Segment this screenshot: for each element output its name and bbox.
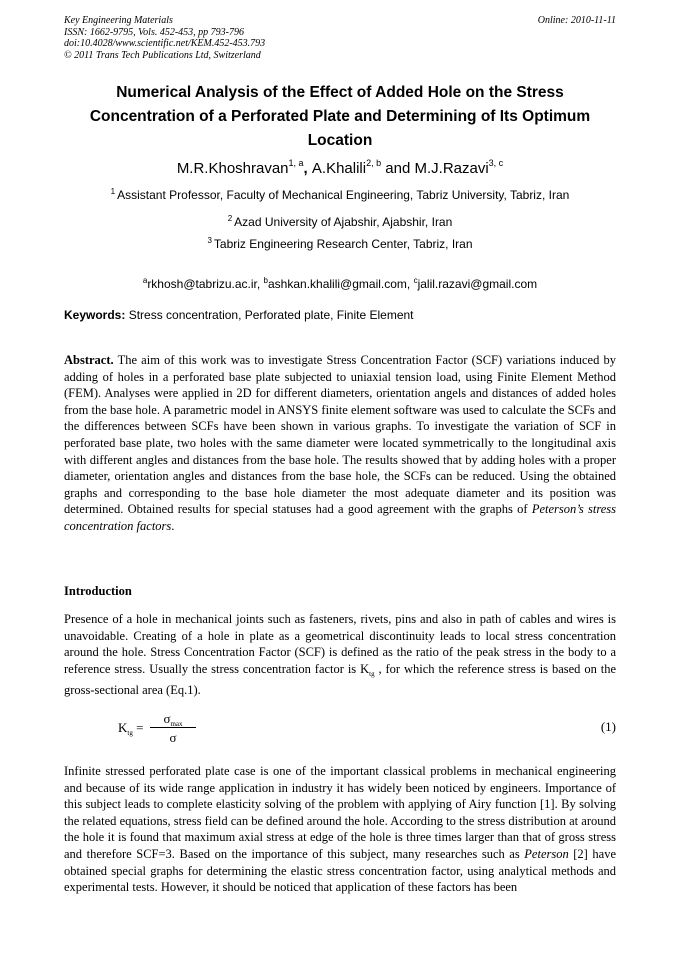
abstract-end: . bbox=[171, 518, 175, 533]
intro-p1-end: , for which the reference stress is based on the gross-sectional area (Eq.1). bbox=[64, 661, 617, 698]
intro-paragraph-1 bbox=[64, 611, 616, 699]
intro-paragraph-2 bbox=[64, 763, 616, 896]
equation-fraction bbox=[150, 711, 196, 745]
affiliation-2-sup: 2 bbox=[227, 214, 233, 223]
affiliation-3 bbox=[64, 233, 616, 252]
title-line-2: Concentration of a Perforated Plate and Determining of Its Optimum bbox=[89, 108, 591, 125]
abstract-italic-tail: Peterson’s stress concentration factors bbox=[64, 502, 616, 533]
author-3-name: M.J.Razavi bbox=[414, 160, 489, 177]
online-date: Online: 2010-11-11 bbox=[537, 15, 616, 26]
author-2-sup: 2, b bbox=[366, 158, 382, 168]
author-3-sup: 3, c bbox=[488, 158, 504, 168]
affiliation-2 bbox=[64, 211, 616, 230]
equation-max-sub: max bbox=[170, 720, 183, 728]
email-c-sup: c bbox=[413, 276, 418, 285]
equation-lhs bbox=[118, 720, 143, 737]
intro-p1-sub: tg bbox=[369, 669, 375, 678]
equation-numerator bbox=[150, 711, 196, 726]
intro-p1-text: Presence of a hole in mechanical joints such as fasteners, rivets, pins and also in path of cables and wires is unavoidable. Creating of a hole in plate as a geometrical discontinuity leads to local stress concentration around the hole. Stress Concentration Factor (SCF) is defined as the ratio of the peak stress in the body to a reference stress. Usually the stress concentration factor is K bbox=[64, 612, 616, 676]
affiliation-1-text: Assistant Professor, Faculty of Mechanical Engineering, Tabriz University, Tabriz, Iran bbox=[117, 188, 570, 202]
email-a[interactable]: rkhosh@tabrizu.ac.ir, bbox=[147, 277, 264, 291]
email-b[interactable]: ashkan.khalili@gmail.com, bbox=[268, 277, 414, 291]
keywords-label: Keywords: bbox=[64, 308, 126, 322]
abstract-text: The aim of this work was to investigate Stress Concentration Factor (SCF) variations induced by adding of holes in a perforated base plate subjected to uniaxial tension load, using Finite Element Method (FEM). Analyses were applied in 2D for different diameters, orientation angels and distances of added holes from the base hole. A parametric model in ANSYS finite element software was used to calculate the SCFs and the differences between SCFs have been shown in various graphs. To investigate the variation of SCF in perforated base plate, two holes with the same diameter were located symmetrically to the longitudinal axis with different angles and distances from the base hole. The results showed that by adding holes with a proper diameter, orientation angles and distances from the base hole, the SCFs can be reduced. Using the obtained graphs and corresponding to the base hole diameter the most adequate diameter and its position was determined. Obtained results for special statuses had a good agreement with the graphs of bbox=[64, 353, 616, 517]
doi-line: doi:10.4028/www.scientific.net/KEM.452-453.793 bbox=[64, 38, 266, 49]
journal-name: Key Engineering Materials bbox=[64, 15, 173, 26]
affiliation-1 bbox=[64, 184, 616, 203]
author-sep-2: and bbox=[381, 160, 415, 177]
journal-header bbox=[64, 15, 616, 61]
issn-line: ISSN: 1662-9795, Vols. 452-453, pp 793-796 bbox=[64, 26, 244, 38]
affiliation-2-text: Azad University of Ajabshir, Ajabshir, Iran bbox=[234, 215, 453, 229]
equation-denominator: σ bbox=[169, 730, 177, 745]
keywords-text: Stress concentration, Perforated plate, Finite Element bbox=[125, 308, 414, 322]
affiliation-1-sup: 1 bbox=[110, 187, 116, 196]
emails-line bbox=[64, 273, 616, 292]
abstract-label: Abstract. bbox=[64, 353, 114, 367]
intro-p2-text-b: [2] have obtained special graphs for determining the elastic stress concentration factor, using analytical methods and experimental tests. However, it should be noticed that application of these factors has been bbox=[64, 846, 616, 895]
authors-line bbox=[64, 153, 616, 179]
author-2-name: A.Khalili bbox=[311, 160, 367, 177]
email-a-sup: a bbox=[142, 276, 148, 285]
paper-title bbox=[64, 81, 616, 153]
email-c[interactable]: jalil.razavi@gmail.com bbox=[417, 277, 538, 291]
equation-number: (1) bbox=[600, 719, 616, 734]
author-sep-1: , bbox=[303, 160, 312, 177]
title-line-3: Location bbox=[307, 132, 373, 149]
email-b-sup: b bbox=[263, 276, 268, 285]
author-1-sup: 1, a bbox=[288, 158, 304, 168]
abstract-paragraph bbox=[64, 352, 616, 535]
copyright-line: © 2011 Trans Tech Publications Ltd, Switzerland bbox=[64, 49, 261, 61]
intro-p2-italic: Peterson bbox=[524, 846, 569, 861]
author-1-name: M.R.Khoshravan bbox=[176, 160, 289, 177]
affiliation-3-text: Tabriz Engineering Research Center, Tabriz, Iran bbox=[213, 237, 473, 251]
equation-k-sub: tg bbox=[127, 729, 133, 737]
keywords-line bbox=[64, 308, 616, 323]
equation-k: K bbox=[118, 720, 128, 735]
introduction-heading: Introduction bbox=[64, 584, 132, 598]
equation-sigma-max: σ bbox=[163, 711, 171, 726]
title-line-1: Numerical Analysis of the Effect of Added Hole on the Stress bbox=[116, 84, 564, 101]
equation-equals: = bbox=[132, 720, 144, 735]
affiliation-3-sup: 3 bbox=[207, 236, 212, 245]
intro-p2-text-a: Infinite stressed perforated plate case is one of the important classical problems in mechanical engineering and because of its wide range application in industry it has widely been noticed by engineers. Importance of this subject leads to complete elasticity solving of the problem with applying of Airy function [1]. By solving the related equations, stress field can be defined around the hole. According to the stress distribution at around the hole it is found that maximum axial stress at edge of the hole is three times larger than that of gross stress and therefore SCF=3. Based on the importance of this subject, many researches such as bbox=[64, 764, 616, 861]
